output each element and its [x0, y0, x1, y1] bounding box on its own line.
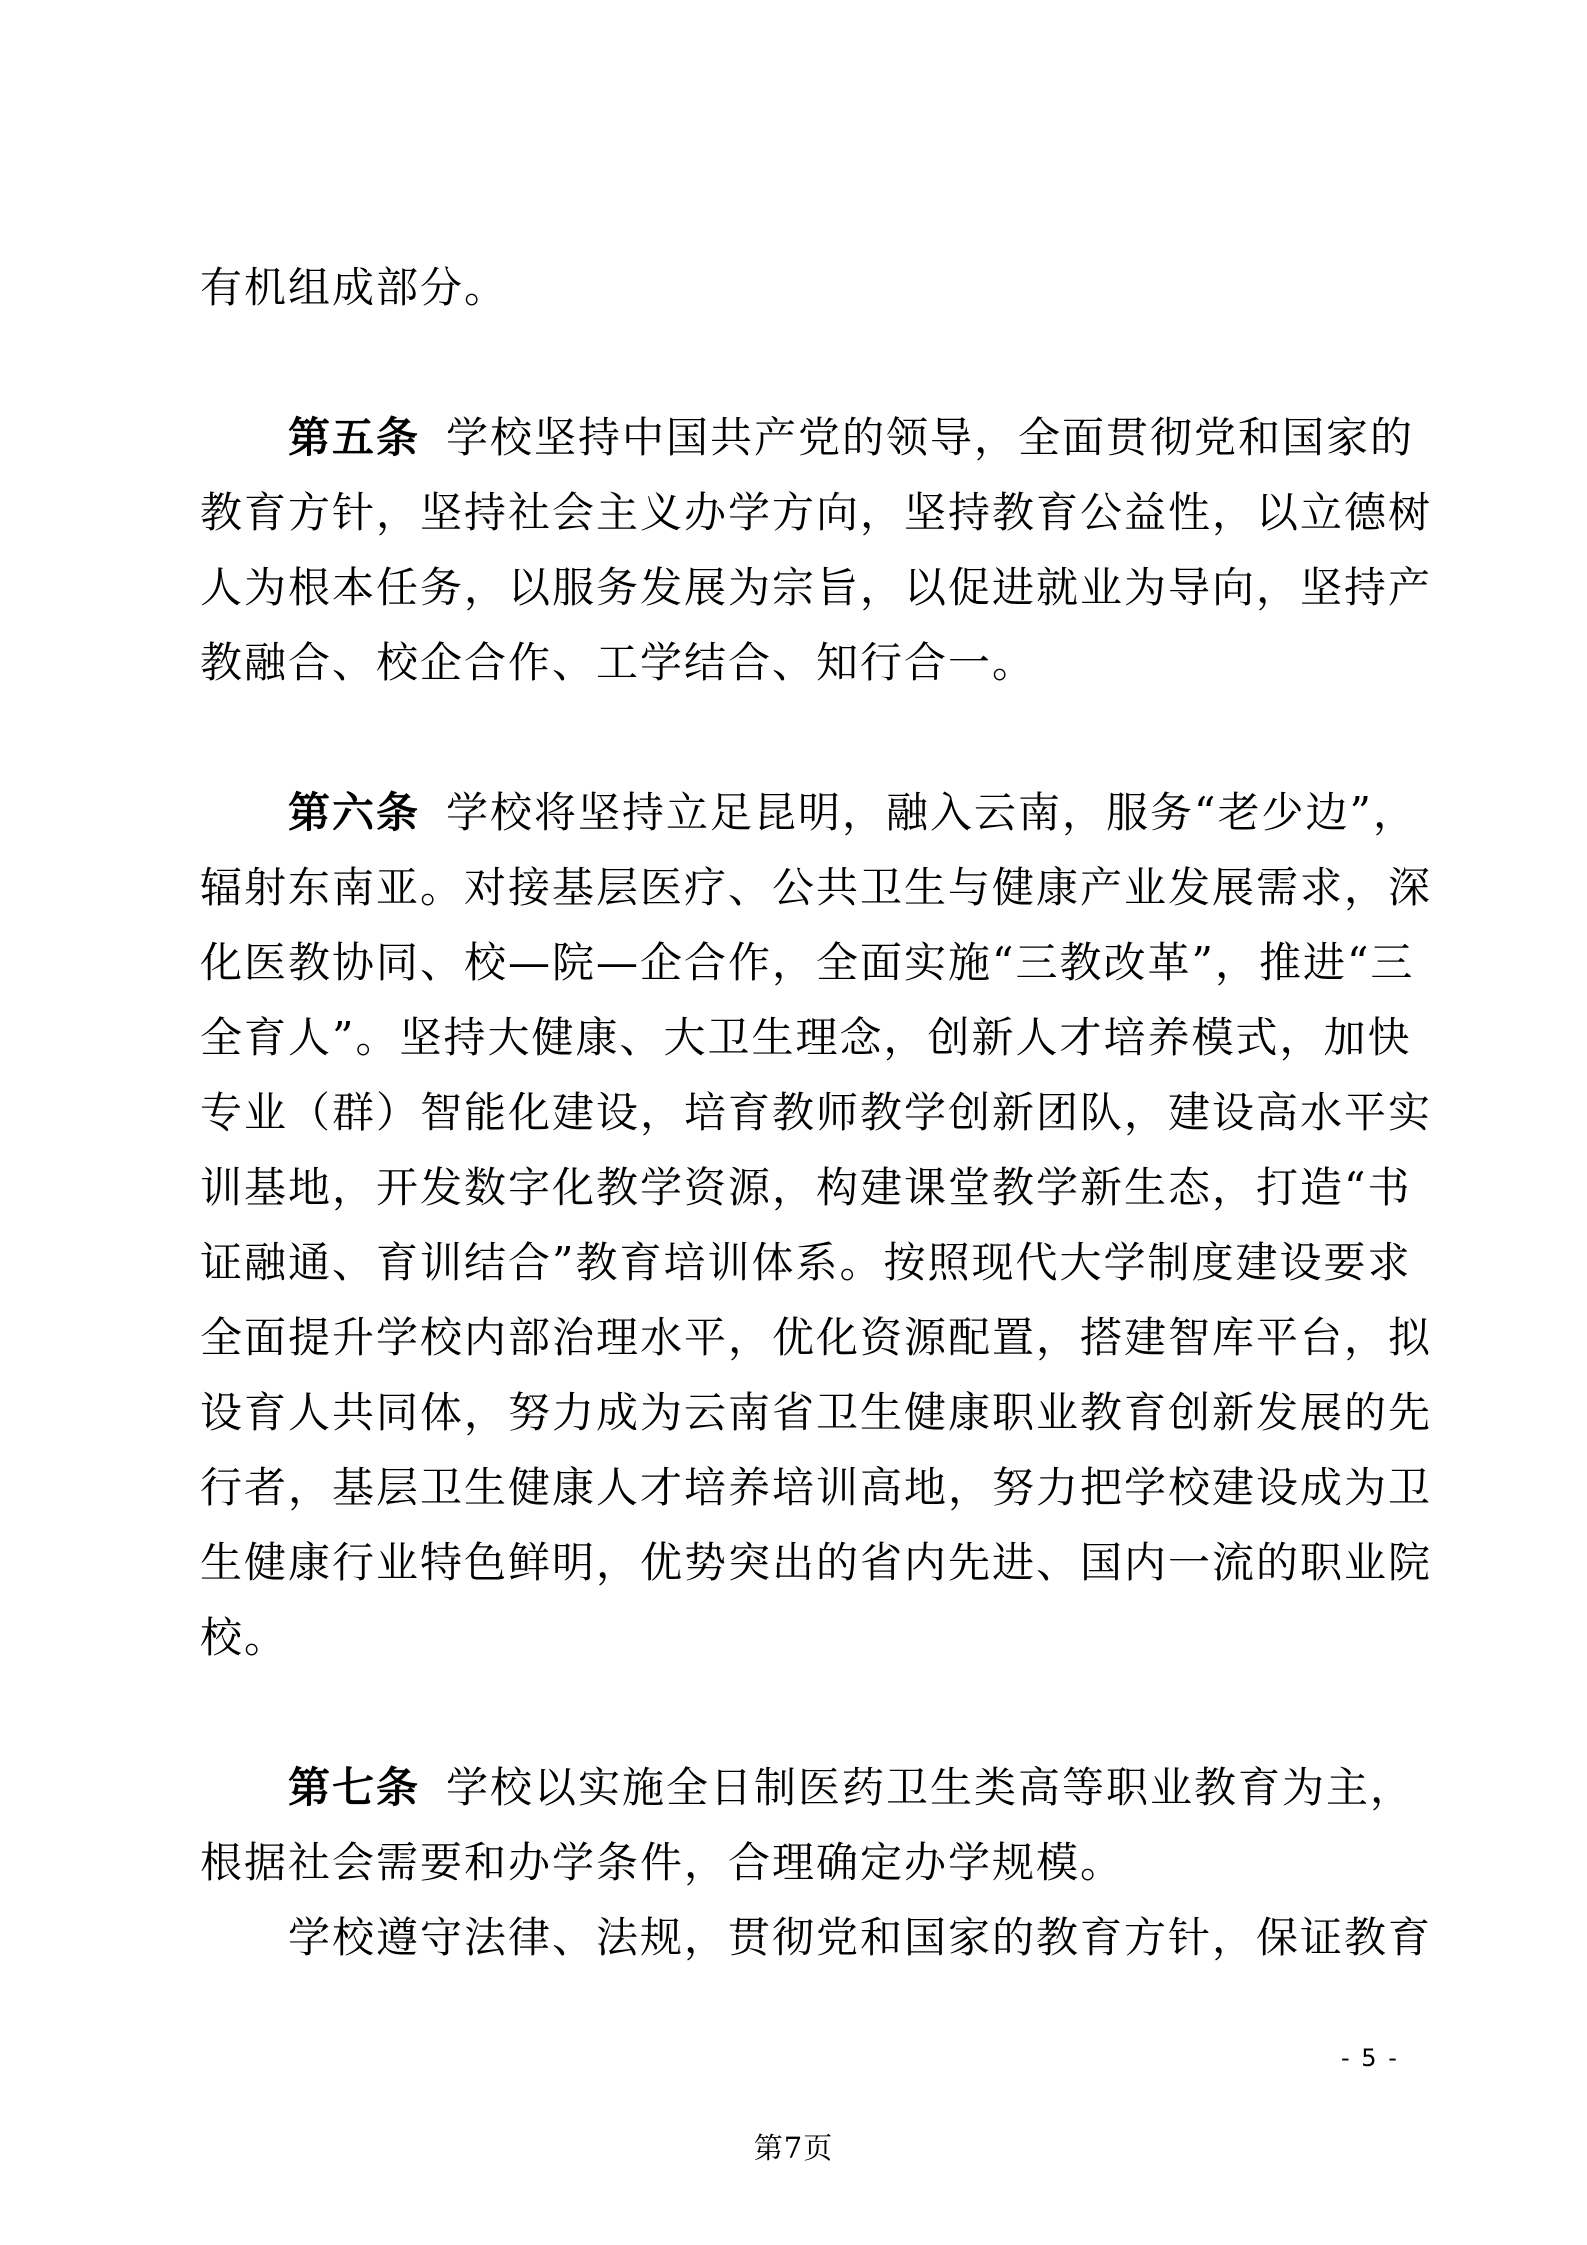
body-line	[200, 1900, 1433, 1975]
line-text: 教育方针，坚持社会主义办学方向，坚持教育公益性，以立德树	[200, 488, 1433, 537]
body-line	[200, 625, 1395, 700]
body-line	[200, 775, 1417, 850]
paragraph	[200, 400, 1433, 700]
body-line	[200, 475, 1433, 550]
line-text: 生健康行业特色鲜明，优势突出的省内先进、国内一流的职业院	[200, 1538, 1433, 1587]
line-text: 训基地，开发数字化教学资源，构建课堂教学新生态，打造“书	[200, 1163, 1412, 1212]
line-text: 有机组成部分。	[200, 263, 509, 312]
body-line	[200, 1600, 1395, 1675]
body-line	[200, 1525, 1433, 1600]
document-body	[200, 250, 1433, 1975]
body-line	[200, 1300, 1433, 1375]
line-text: 根据社会需要和办学条件，合理确定办学规模。	[200, 1838, 1125, 1887]
line-text: 辐射东南亚。对接基层医疗、公共卫生与健康产业发展需求，深	[200, 863, 1433, 912]
article-label: 第五条	[288, 413, 421, 462]
body-line	[200, 1450, 1433, 1525]
body-line	[200, 1225, 1412, 1300]
body-line	[200, 1750, 1415, 1825]
page-number-marker: - 5 -	[1341, 2044, 1399, 2072]
body-line	[200, 550, 1433, 625]
line-text: 人为根本任务，以服务发展为宗旨，以促进就业为导向，坚持产	[200, 563, 1433, 612]
body-line	[200, 1075, 1433, 1150]
line-text: 校。	[200, 1613, 289, 1662]
line-text: 专业（群）智能化建设，培育教师教学创新团队，建设高水平实	[200, 1088, 1433, 1137]
footer-page-number: 第7页	[753, 2131, 834, 2165]
line-text: 证融通、育训结合”教育培训体系。按照现代大学制度建设要求	[200, 1238, 1412, 1287]
body-line	[200, 400, 1415, 475]
body-line	[200, 1150, 1412, 1225]
line-text: 行者，基层卫生健康人才培养培训高地，努力把学校建设成为卫	[200, 1463, 1433, 1512]
body-line	[200, 1825, 1395, 1900]
body-line	[200, 250, 1395, 325]
line-text: 教融合、校企合作、工学结合、知行合一。	[200, 638, 1037, 687]
line-text: 学校以实施全日制医药卫生类高等职业教育为主，	[446, 1763, 1415, 1812]
body-line	[200, 1000, 1412, 1075]
article-label: 第七条	[288, 1763, 421, 1812]
line-text: 学校将坚持立足昆明，融入云南，服务“老少边”，	[446, 788, 1417, 837]
line-text: 设育人共同体，努力成为云南省卫生健康职业教育创新发展的先	[200, 1388, 1433, 1437]
line-text: 全育人”。坚持大健康、大卫生理念，创新人才培养模式，加快	[200, 1013, 1412, 1062]
body-line	[200, 1375, 1433, 1450]
line-text: 化医教协同、校—院—企合作，全面实施“三教改革”，推进“三	[200, 938, 1415, 987]
paragraph	[200, 1750, 1433, 1975]
body-line	[200, 925, 1415, 1000]
line-text: 学校遵守法律、法规，贯彻党和国家的教育方针，保证教育	[288, 1913, 1433, 1962]
body-line	[200, 850, 1433, 925]
paragraph	[200, 250, 1395, 325]
line-text: 全面提升学校内部治理水平，优化资源配置，搭建智库平台，拟	[200, 1313, 1433, 1362]
paragraph	[200, 775, 1433, 1675]
article-label: 第六条	[288, 788, 421, 837]
line-text: 学校坚持中国共产党的领导，全面贯彻党和国家的	[446, 413, 1415, 462]
